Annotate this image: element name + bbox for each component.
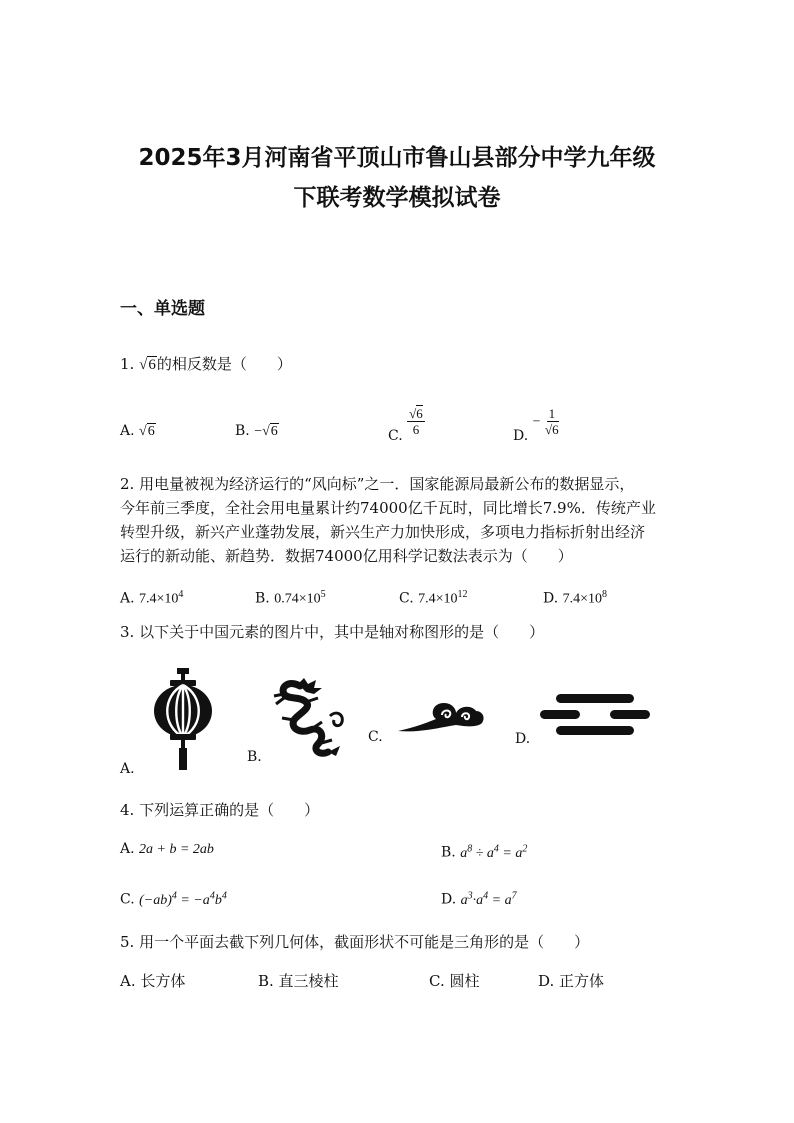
option-label: D. <box>543 590 559 607</box>
fraction <box>545 406 559 437</box>
radicand: 6 <box>270 424 278 439</box>
question-3: 3. 以下关于中国元素的图片中，其中是轴对称图形的是（ ） <box>120 623 545 641</box>
option-label: A. <box>120 423 135 439</box>
option-label: B. <box>235 423 250 439</box>
option-label: B. <box>441 844 456 861</box>
expr-exponent: 12 <box>457 589 468 600</box>
option-label: D. <box>513 427 529 444</box>
fraction <box>407 406 425 437</box>
page-title <box>0 138 794 218</box>
expr-base: 7.4×10 <box>418 591 458 607</box>
sqrt-expr: √6 <box>262 424 278 439</box>
q2-line: 今年前三季度，全社会用电量累计约74000亿千瓦时，同比增长7.9%．传统产业 <box>120 499 656 517</box>
radicand: 6 <box>147 424 155 439</box>
q3-option-c-label[interactable]: C. <box>368 729 383 745</box>
q4-option-a[interactable] <box>120 838 214 861</box>
q1-number: 1. <box>120 355 135 373</box>
question-4: 4. 下列运算正确的是（ ） <box>120 801 320 819</box>
expr-exponent: 5 <box>320 589 326 600</box>
option-label: B. <box>255 590 270 607</box>
q5-option-b[interactable]: B. 直三棱柱 <box>258 972 339 990</box>
q4-option-c[interactable] <box>120 885 227 912</box>
q1-option-c[interactable] <box>388 406 425 444</box>
q3-option-a-label[interactable]: A. <box>120 761 135 777</box>
option-label: C. <box>399 590 414 607</box>
q1-radicand: 6 <box>148 357 156 373</box>
q2-option-a[interactable] <box>120 584 183 611</box>
question-2 <box>120 472 690 568</box>
q5-option-a[interactable]: A. 长方体 <box>120 972 186 990</box>
q2-line: 运行的新动能、新趋势．数据74000亿用科学记数法表示为（ ） <box>120 547 573 565</box>
q2-option-d[interactable] <box>543 584 607 611</box>
minus-sign: − <box>254 424 263 439</box>
math-expr: $a^3\cdot a^4 = a^7$ <box>460 890 517 908</box>
minus-sign: − <box>532 414 541 430</box>
expr-base: 7.4×10 <box>562 591 603 607</box>
option-label: D. <box>441 891 457 908</box>
q1-stem: 的相反数是（ ） <box>156 355 292 373</box>
numerator: 1 <box>548 406 556 421</box>
cloud-bands-icon <box>540 694 650 736</box>
q2-option-c[interactable] <box>399 584 468 611</box>
q2-line: 2. 用电量被视为经济运行的“风向标”之一．国家能源局最新公布的数据显示， <box>120 475 635 493</box>
numerator: √6 <box>409 406 423 421</box>
q1-option-a[interactable] <box>120 420 156 443</box>
expr-exponent: 8 <box>602 589 608 600</box>
sqrt-expr: √6 <box>139 424 155 439</box>
section-heading: 一、单选题 <box>120 299 205 319</box>
option-label: C. <box>388 427 403 444</box>
denominator: 6 <box>412 422 420 437</box>
q3-option-b-label[interactable]: B. <box>247 749 262 765</box>
math-expr: $(-ab)^4 = -a^4b^4$ <box>139 890 227 908</box>
lantern-icon <box>150 668 216 772</box>
option-label: A. <box>120 590 135 607</box>
q1-sqrt: √6 <box>139 357 156 373</box>
title-line-1: 2025年3月河南省平顶山市鲁山县部分中学九年级 <box>138 145 656 171</box>
q5-option-c[interactable]: C. 圆柱 <box>429 972 480 990</box>
math-expr: $a^8 \div a^4 = a^2$ <box>460 843 528 861</box>
q4-option-d[interactable] <box>441 885 517 912</box>
auspicious-cloud-icon <box>396 697 488 735</box>
denominator: √6 <box>545 422 559 437</box>
q2-line: 转型升级，新兴产业蓬勃发展，新兴生产力加快形成，多项电力指标折射出经济 <box>120 523 646 541</box>
question-1 <box>120 352 292 377</box>
q5-option-d[interactable]: D. 正方体 <box>538 972 605 990</box>
expr-exponent: 4 <box>178 589 184 600</box>
dragon-icon <box>270 676 350 758</box>
q1-option-b[interactable] <box>235 420 279 443</box>
option-label: C. <box>120 891 135 908</box>
math-expr: 2a + b = 2ab <box>139 842 214 857</box>
question-5: 5. 用一个平面去截下列几何体，截面形状不可能是三角形的是（ ） <box>120 933 590 951</box>
option-label: A. <box>120 841 135 857</box>
q2-option-b[interactable] <box>255 584 326 611</box>
q4-option-b[interactable] <box>441 838 527 865</box>
title-line-2: 下联考数学模拟试卷 <box>293 185 501 211</box>
expr-base: 0.74×10 <box>274 591 321 607</box>
q1-option-d[interactable] <box>513 406 559 444</box>
expr-base: 7.4×10 <box>139 591 179 607</box>
q3-option-d-label[interactable]: D. <box>515 731 531 747</box>
